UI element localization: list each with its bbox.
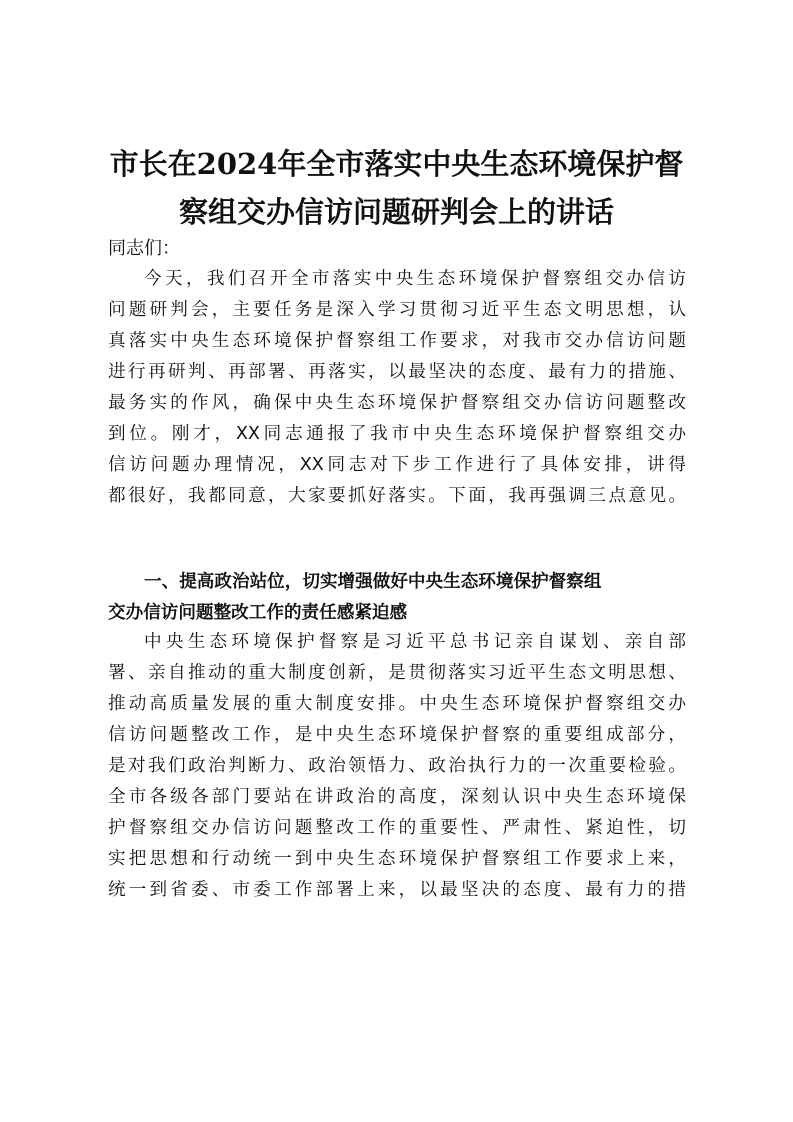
- title-line-2: 察组交办信访问题研判会上的讲话: [178, 195, 614, 229]
- paragraph-line: 信访问题整改工作，是中央生态环境保护督察的重要组成部分，: [108, 725, 686, 745]
- heading-line: 一、提高政治站位，切实增强做好中央生态环境保护督察组: [144, 572, 602, 592]
- paragraph-line: 中央生态环境保护督察是习近平总书记亲自谋划、亲自部: [144, 632, 686, 652]
- paragraph-line: 实把思想和行动统一到中央生态环境保护督察组工作要求上来，: [108, 849, 686, 869]
- section-heading-1: [108, 567, 686, 629]
- paragraph-line: 全市各级各部门要站在讲政治的高度，深刻认识中央生态环境保: [108, 787, 686, 807]
- title-line-1: 市长在2024年全市落实中央生态环境保护督: [109, 147, 684, 181]
- paragraph-line: 今天，我们召开全市落实中央生态环境保护督察组交办信访: [144, 269, 686, 289]
- paragraph-line: 信访问题办理情况，XX同志对下步工作进行了具体安排，讲得: [108, 455, 686, 475]
- paragraph-2: [108, 627, 686, 906]
- paragraph-line: 真落实中央生态环境保护督察组工作要求，对我市交办信访问题: [108, 331, 686, 351]
- paragraph-line: 护督察组交办信访问题整改工作的重要性、严肃性、紧迫性，切: [108, 818, 686, 838]
- paragraph-line: 是对我们政治判断力、政治领悟力、政治执行力的一次重要检验。: [108, 756, 686, 776]
- paragraph-line: 统一到省委、市委工作部署上来，以最坚决的态度、最有力的措: [108, 880, 686, 900]
- paragraph-line: 到位。刚才，XX同志通报了我市中央生态环境保护督察组交办: [108, 424, 686, 444]
- heading-line: 交办信访问题整改工作的责任感紧迫感: [108, 603, 408, 623]
- greeting: 同志们：: [108, 238, 180, 259]
- paragraph-line: 最务实的作风，确保中央生态环境保护督察组交办信访问题整改: [108, 393, 686, 413]
- paragraph-line: 都很好，我都同意，大家要抓好落实。下面，我再强调三点意见。: [108, 486, 686, 506]
- paragraph-line: 署、亲自推动的重大制度创新，是贯彻落实习近平生态文明思想、: [108, 663, 686, 683]
- document-title: [100, 140, 693, 236]
- paragraph-line: 推动高质量发展的重大制度安排。中央生态环境保护督察组交办: [108, 694, 686, 714]
- paragraph-1: [108, 264, 686, 512]
- paragraph-line: 进行再研判、再部署、再落实，以最坚决的态度、最有力的措施、: [108, 362, 686, 382]
- paragraph-line: 问题研判会，主要任务是深入学习贯彻习近平生态文明思想，认: [108, 300, 686, 320]
